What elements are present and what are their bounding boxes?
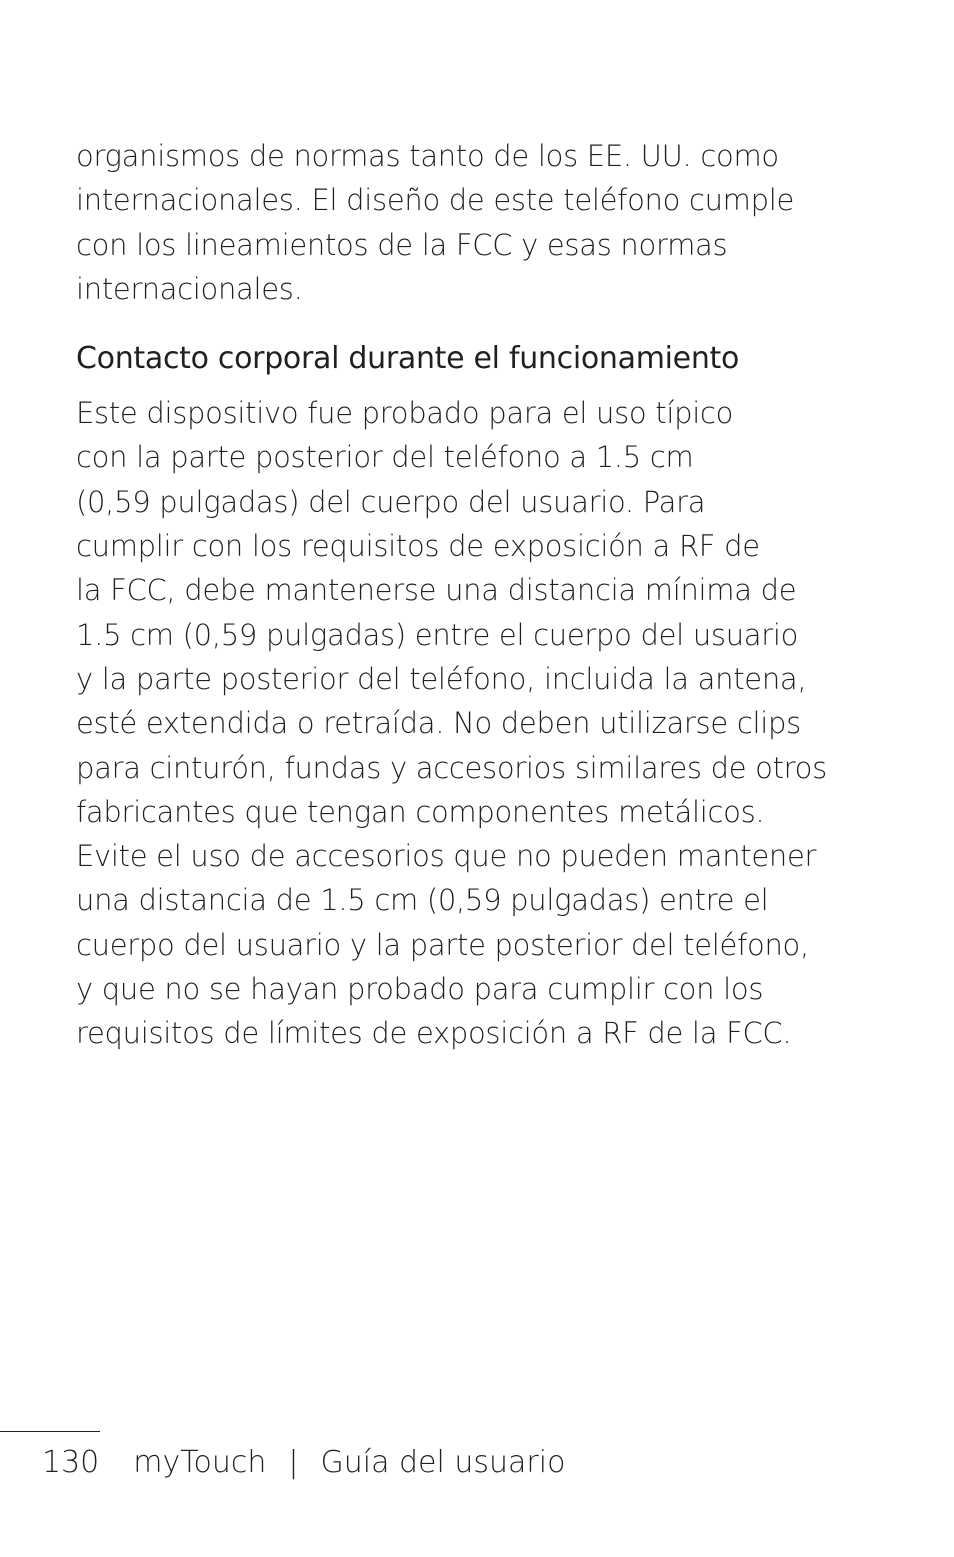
text-line: y que no se hayan probado para cumplir con los xyxy=(76,972,764,1007)
page-number: 130 xyxy=(42,1445,100,1480)
text-line: cumplir con los requisitos de exposición a RF de xyxy=(76,529,760,564)
text-line: internacionales. El diseño de este teléfono cumple xyxy=(76,183,795,218)
intro-paragraph xyxy=(76,134,876,311)
text-line: esté extendida o retraída. No deben utilizarse clips xyxy=(76,706,801,741)
page-content xyxy=(76,134,876,1056)
text-line: una distancia de 1.5 cm (0,59 pulgadas) entre el xyxy=(76,883,769,918)
text-line: cuerpo del usuario y la parte posterior del teléfono, xyxy=(76,927,809,962)
text-line: para cinturón, fundas y accesorios similares de otros xyxy=(76,750,827,785)
section-paragraph xyxy=(76,391,876,1055)
text-line: con los lineamientos de la FCC y esas normas xyxy=(76,227,728,262)
footer-divider xyxy=(0,1431,100,1432)
text-line: 1.5 cm (0,59 pulgadas) entre el cuerpo del usuario xyxy=(76,617,799,652)
text-line: Este dispositivo fue probado para el uso típico xyxy=(76,396,734,431)
text-line: Evite el uso de accesorios que no pueden mantener xyxy=(76,839,817,874)
text-line: con la parte posterior del teléfono a 1.5 cm xyxy=(76,440,694,475)
page-footer xyxy=(42,1443,565,1483)
text-line: fabricantes que tengan componentes metálicos. xyxy=(76,794,765,829)
text-line: la FCC, debe mantenerse una distancia mínima de xyxy=(76,573,797,608)
text-line: y la parte posterior del teléfono, incluida la antena, xyxy=(76,661,807,696)
footer-separator: | xyxy=(288,1445,299,1480)
product-name: myTouch xyxy=(133,1445,267,1480)
text-line: organismos de normas tanto de los EE. UU. como xyxy=(76,139,779,173)
text-line: requisitos de límites de exposición a RF de la FCC. xyxy=(76,1016,792,1051)
text-line: internacionales. xyxy=(76,271,303,306)
guide-title: Guía del usuario xyxy=(320,1445,566,1480)
text-line: (0,59 pulgadas) del cuerpo del usuario. Para xyxy=(76,484,706,519)
section-heading: Contacto corporal durante el funcionamiento xyxy=(76,341,740,377)
